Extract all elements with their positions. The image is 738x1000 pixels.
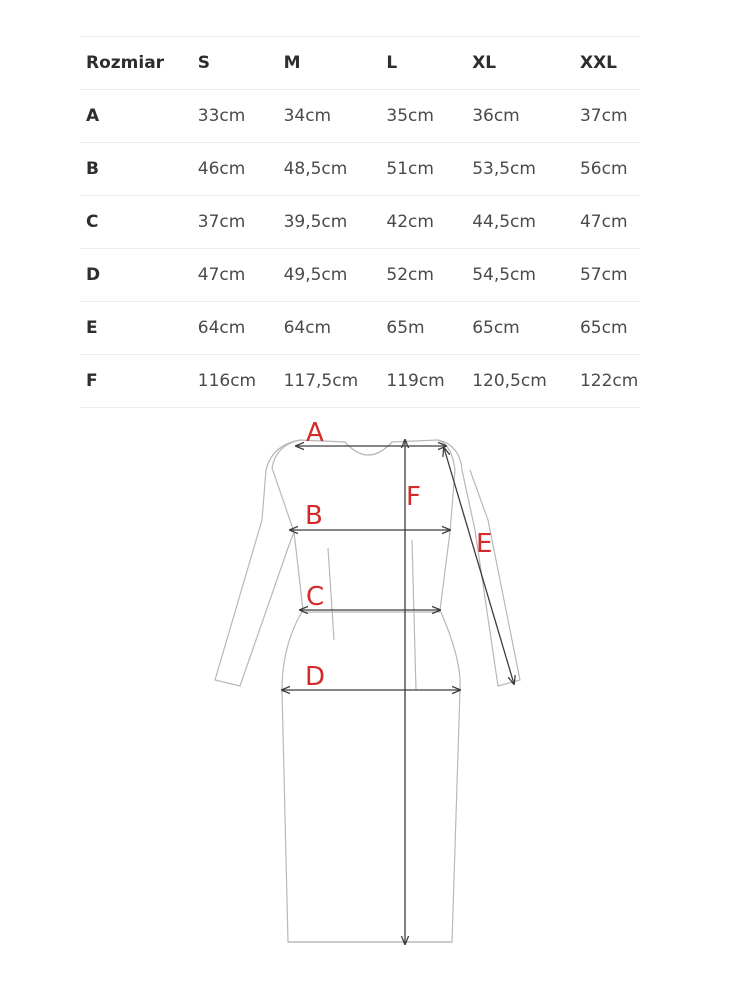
table-cell: 65cm xyxy=(472,302,580,355)
table-cell: 35cm xyxy=(386,90,472,143)
table-cell: 65cm xyxy=(580,302,640,355)
dress-svg xyxy=(200,410,540,955)
table-cell: 49,5cm xyxy=(284,249,387,302)
table-cell: 47cm xyxy=(580,196,640,249)
label-a: A xyxy=(306,418,324,448)
table-cell: 64cm xyxy=(284,302,387,355)
row-label: D xyxy=(80,249,198,302)
table-cell: 48,5cm xyxy=(284,143,387,196)
row-label: E xyxy=(80,302,198,355)
label-e: E xyxy=(476,529,493,559)
left-dart xyxy=(328,548,334,640)
table-cell: 33cm xyxy=(198,90,284,143)
table-cell: 57cm xyxy=(580,249,640,302)
header-cell: S xyxy=(198,37,284,90)
label-b: B xyxy=(305,501,323,531)
table-cell: 47cm xyxy=(198,249,284,302)
table-cell: 51cm xyxy=(386,143,472,196)
table-cell: 37cm xyxy=(580,90,640,143)
header-cell: L xyxy=(386,37,472,90)
table-cell: 116cm xyxy=(198,355,284,408)
table-row xyxy=(80,196,640,249)
table-cell: 117,5cm xyxy=(284,355,387,408)
table-cell: 46cm xyxy=(198,143,284,196)
header-cell: M xyxy=(284,37,387,90)
table-cell: 64cm xyxy=(198,302,284,355)
center-dart xyxy=(412,540,416,690)
table-cell: 37cm xyxy=(198,196,284,249)
table-cell: 42cm xyxy=(386,196,472,249)
header-cell: XXL xyxy=(580,37,640,90)
table-row xyxy=(80,302,640,355)
row-label: C xyxy=(80,196,198,249)
dress-neckline xyxy=(345,442,392,455)
table-cell: 65m xyxy=(386,302,472,355)
table-cell: 53,5cm xyxy=(472,143,580,196)
table-cell: 120,5cm xyxy=(472,355,580,408)
table-row xyxy=(80,143,640,196)
label-c: C xyxy=(306,582,325,612)
row-label: A xyxy=(80,90,198,143)
size-table xyxy=(80,36,640,408)
label-d: D xyxy=(305,662,326,692)
table-row xyxy=(80,355,640,408)
dress-measurement-diagram xyxy=(200,410,540,955)
row-label: F xyxy=(80,355,198,408)
right-sleeve-outline xyxy=(438,440,520,686)
table-cell: 39,5cm xyxy=(284,196,387,249)
row-label: B xyxy=(80,143,198,196)
dress-body-outline xyxy=(272,440,460,942)
table-cell: 52cm xyxy=(386,249,472,302)
table-row xyxy=(80,90,640,143)
table-cell: 34cm xyxy=(284,90,387,143)
table-cell: 119cm xyxy=(386,355,472,408)
header-cell: Rozmiar xyxy=(80,37,198,90)
table-header-row xyxy=(80,37,640,90)
dress-outline xyxy=(215,440,520,942)
table-row xyxy=(80,249,640,302)
header-cell: XL xyxy=(472,37,580,90)
label-f: F xyxy=(406,482,421,512)
table-cell: 44,5cm xyxy=(472,196,580,249)
table-cell: 56cm xyxy=(580,143,640,196)
table-cell: 36cm xyxy=(472,90,580,143)
table-cell: 122cm xyxy=(580,355,640,408)
table-cell: 54,5cm xyxy=(472,249,580,302)
